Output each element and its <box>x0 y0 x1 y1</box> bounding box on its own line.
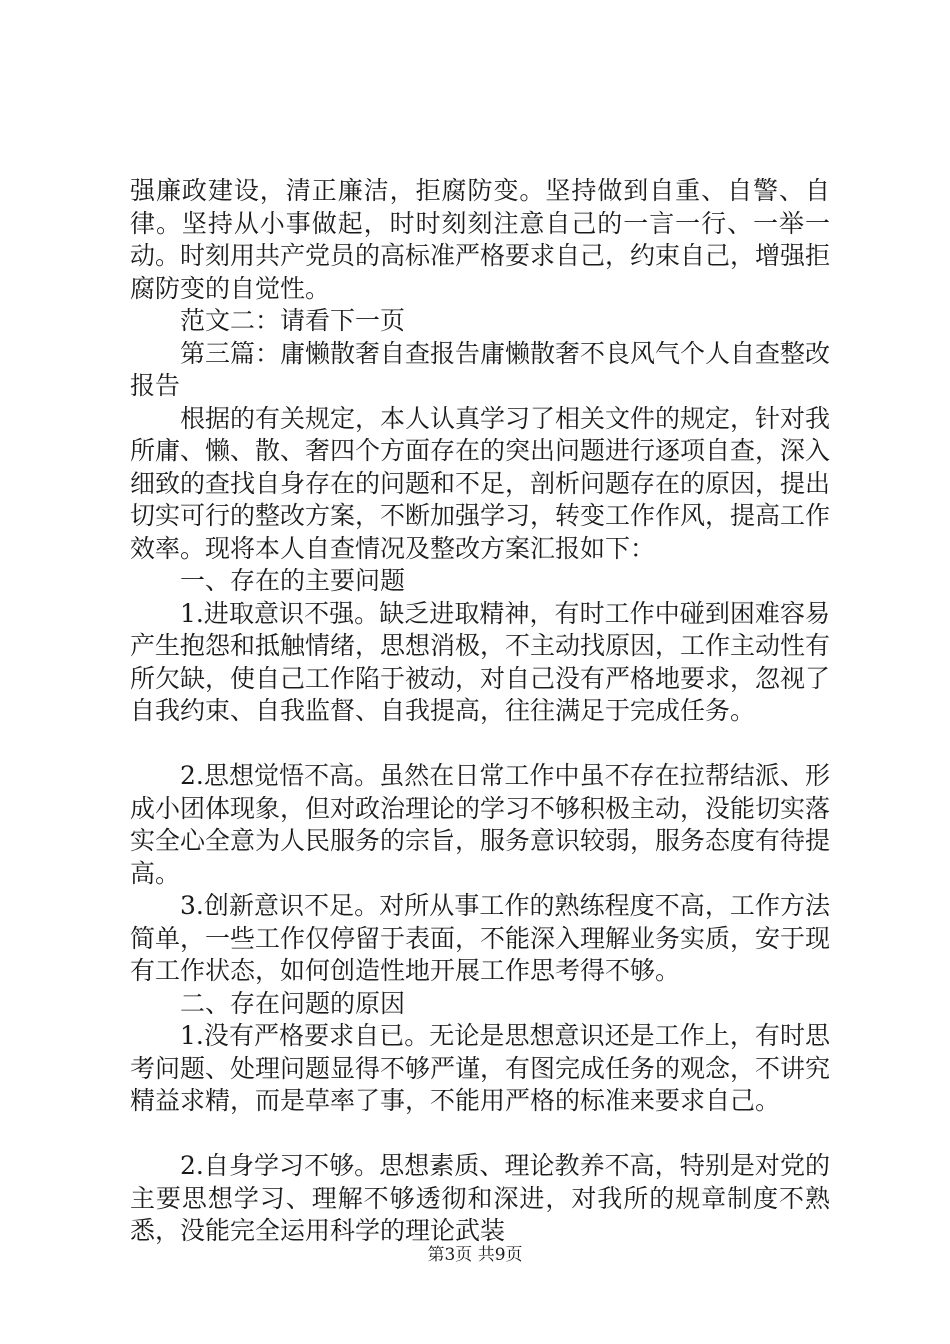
paragraph-problem-3: 3.创新意识不足。对所从事工作的熟练程度不高，工作方法简单，一些工作仅停留于表面，不能深入理解业务实质，安于现有工作状态，如何创造性地开展工作思考得不够。 <box>130 891 831 985</box>
paragraph-problem-1: 1.进取意识不强。缺乏进取精神，有时工作中碰到困难容易产生抱怨和抵触情绪，思想消极，不主动找原因，工作主动性有所欠缺，使自己工作陷于被动，对自己没有严格地要求，忽视了自我约束、自我监督、自我提高，往往满足于完成任务。 <box>130 598 831 725</box>
paragraph-problem-2: 2.思想觉悟不高。虽然在日常工作中虽不存在拉帮结派、形成小团体现象，但对政治理论的学习不够积极主动，没能切实落实全心全意为人民服务的宗旨，服务意识较弱，服务态度有待提高。 <box>130 761 831 888</box>
paragraph-cause-2: 2.自身学习不够。思想素质、理论教养不高，特别是对党的主要思想学习、理解不够透彻和深进，对我所的规章制度不熟悉，没能完全运用科学的理论武装 <box>130 1151 830 1245</box>
page-number-footer: 第3页 共9页 <box>427 1245 523 1265</box>
heading-problem-causes: 二、存在问题的原因 <box>180 988 406 1018</box>
document-body <box>130 175 830 1248</box>
heading-main-problems: 一、存在的主要问题 <box>180 566 406 595</box>
paragraph-intro: 根据的有关规定，本人认真学习了相关文件的规定，针对我所庸、懒、散、奢四个方面存在的突出问题进行逐项自查，深入细致的查找自身存在的问题和不足，剖析问题存在的原因，提出切实可行的整改方案，不断加强学习，转变工作作风，提高工作效率。现将本人自查情况及整改方案汇报如下： <box>130 403 831 563</box>
paragraph-continuation: 强廉政建设，清正廉洁，拒腐防变。坚持做到自重、自警、自律。坚持从小事做起，时时刻刻注意自己的一言一行、一举一动。时刻用共产党员的高标准严格要求自己，约束自己，增强拒腐防变的自觉性。 <box>130 176 831 303</box>
paragraph-cause-1: 1.没有严格要求自已。无论是思想意识还是工作上，有时思考问题、处理问题显得不够严谨，有图完成任务的观念，不讲究精益求精，而是草率了事，不能用严格的标准来要求自己。 <box>130 1021 831 1115</box>
paragraph-sample-two: 范文二：请看下一页 <box>180 306 406 335</box>
section-title-third-article: 第三篇：庸懒散奢自查报告庸懒散奢不良风气个人自查整改报告 <box>130 338 831 400</box>
